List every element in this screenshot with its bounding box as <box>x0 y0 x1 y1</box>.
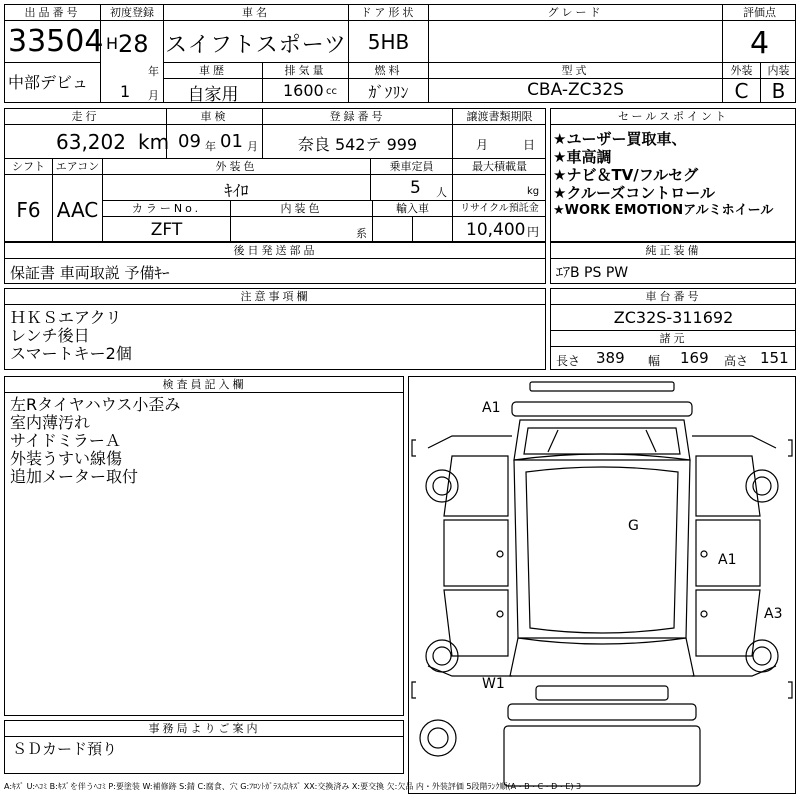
lot-number: 33504 <box>8 24 104 59</box>
inspector-item: 左Rタイヤハウス小歪み <box>10 395 181 414</box>
sales-point-item: ★ユーザー買取車、 <box>553 130 687 148</box>
month: 1 <box>120 82 131 101</box>
displacement: 1600 <box>283 81 324 100</box>
legend: A:ｷｽﾞ U:ﾍｺﾐ B:ｷｽﾞを伴うﾍｺﾐ P:要塗装 W:補修跡 S:錆 C:腐食、穴 G:ﾌﾛﾝﾄｶﾞﾗｽ点ｷｽﾞ XX:交換済み X:要交換 欠:欠品 内・外装評価 5段階ﾗﾝｸ順(A・B・C・D・E) 3 <box>4 782 582 791</box>
plate-label: 登録番号 <box>329 110 386 123</box>
delivered-later-label: 後日発送部品 <box>233 244 318 257</box>
recycle-unit: 円 <box>527 225 540 239</box>
delivered-later-text: 保証書 車両取説 予備ｷｰ <box>10 264 170 282</box>
year: 28 <box>118 30 149 58</box>
mileage-unit: km <box>138 130 170 154</box>
car-damage-diagram <box>408 376 796 794</box>
diagram-mark: W1 <box>482 676 505 692</box>
notes-label: 注意事項欄 <box>240 290 311 303</box>
history: 自家用 <box>187 85 239 105</box>
capacity-unit: 人 <box>436 186 447 199</box>
plate: 奈良 542テ 999 <box>297 135 418 154</box>
inspector-label: 検査員記入欄 <box>162 378 247 391</box>
inspection-year: 09 <box>178 131 201 152</box>
score-label: 評価点 <box>743 6 776 19</box>
sales-point-item: ★WORK EMOTIONアルミホイール <box>553 203 774 218</box>
score: 4 <box>749 26 770 61</box>
diagram-mark: A1 <box>482 400 501 416</box>
first-reg-label: 初度登録 <box>110 6 154 19</box>
ac: AAC <box>56 198 99 222</box>
recycle-label: リサイクル預託金 <box>460 203 539 214</box>
specs-label: 諸元 <box>659 332 688 345</box>
genuine-text: ｴｱB PS PW <box>556 265 629 281</box>
interior-color-label: 内装色 <box>280 202 323 215</box>
color-no-label: カラーNo. <box>131 202 202 215</box>
sales-point-item: ★クルーズコントロール <box>553 184 715 202</box>
shift: F6 <box>16 198 41 222</box>
inspection-month-unit: 月 <box>247 140 258 153</box>
height: 151 <box>760 349 789 367</box>
era: H <box>106 34 119 53</box>
inspection-year-unit: 年 <box>205 140 216 153</box>
exterior-label: 外装 <box>730 64 753 77</box>
month-unit: 月 <box>148 89 159 102</box>
mileage: 63,202 <box>56 130 126 154</box>
transfer-day-unit: 日 <box>523 138 536 152</box>
displacement-label: 排気量 <box>284 64 327 77</box>
note-item: ＨＫＳエアクリ <box>10 308 122 327</box>
interior-color-unit: 系 <box>356 227 367 240</box>
max-load-label: 最大積載量 <box>472 160 527 173</box>
diagram-mark: A3 <box>764 606 783 622</box>
inspection-month: 01 <box>220 131 243 152</box>
door: 5HB <box>367 30 410 54</box>
history-label: 車歴 <box>199 64 227 77</box>
door-label: ドア形状 <box>360 6 417 19</box>
fuel-label: 燃料 <box>374 64 403 77</box>
color: ｷｲﾛ <box>224 181 249 200</box>
transfer-month-unit: 月 <box>476 138 489 152</box>
office-label: 事務局よりご案内 <box>148 722 261 735</box>
height-label: 高さ <box>724 354 749 368</box>
year-unit: 年 <box>148 65 159 78</box>
interior-grade: B <box>771 79 786 103</box>
model: CBA-ZC32S <box>527 80 624 100</box>
exterior-grade: C <box>734 79 749 103</box>
inspector-item: 室内薄汚れ <box>10 413 91 432</box>
width-label: 幅 <box>648 354 661 368</box>
diagram-mark: G <box>628 518 639 534</box>
lot-label: 出品番号 <box>24 6 81 19</box>
length-label: 長さ <box>556 354 581 368</box>
car-name: スイフトスポーツ <box>165 33 347 58</box>
note-item: レンチ後日 <box>10 326 90 345</box>
debut-label: 中部デビュ <box>8 73 89 92</box>
grade-label: グレード <box>547 6 604 19</box>
color-label: 外装色 <box>215 160 258 173</box>
fuel: ｶﾞｿﾘﾝ <box>368 83 409 102</box>
max-load-unit: kg <box>527 186 540 197</box>
model-label: 型式 <box>561 64 590 77</box>
sales-point-item: ★ナビ＆TV/フルセグ <box>553 166 699 184</box>
transfer-label: 譲渡書類期限 <box>466 110 533 123</box>
interior-label: 内装 <box>767 64 790 77</box>
recycle: 10,400 <box>466 220 526 240</box>
genuine-label: 純正装備 <box>645 244 702 257</box>
import-label: 輸入車 <box>396 202 429 215</box>
capacity-label: 乗車定員 <box>389 160 434 173</box>
note-item: スマートキー2個 <box>10 344 132 363</box>
chassis-label: 車台番号 <box>645 290 702 303</box>
inspector-item: 追加メーター取付 <box>10 467 139 486</box>
mileage-label: 走行 <box>71 110 100 123</box>
diagram-mark: A1 <box>718 552 737 568</box>
inspector-item: サイドミラーＡ <box>10 431 121 450</box>
width: 169 <box>680 349 709 367</box>
ac-label: エアコン <box>55 160 100 173</box>
office-text: ＳＤカード預り <box>12 740 118 758</box>
displacement-unit: cc <box>326 86 337 97</box>
capacity: 5 <box>410 178 421 198</box>
chassis-number: ZC32S-311692 <box>613 308 734 327</box>
length: 389 <box>596 349 625 367</box>
car-name-label: 車名 <box>242 6 270 19</box>
shift-label: シフト <box>12 160 45 173</box>
inspection-label: 車検 <box>200 110 229 123</box>
sales-points-label: セールスポイント <box>617 110 729 123</box>
sales-point-item: ★車高調 <box>553 148 612 166</box>
inspector-item: 外装うすい線傷 <box>10 449 123 468</box>
color-no: ZFT <box>150 220 183 240</box>
